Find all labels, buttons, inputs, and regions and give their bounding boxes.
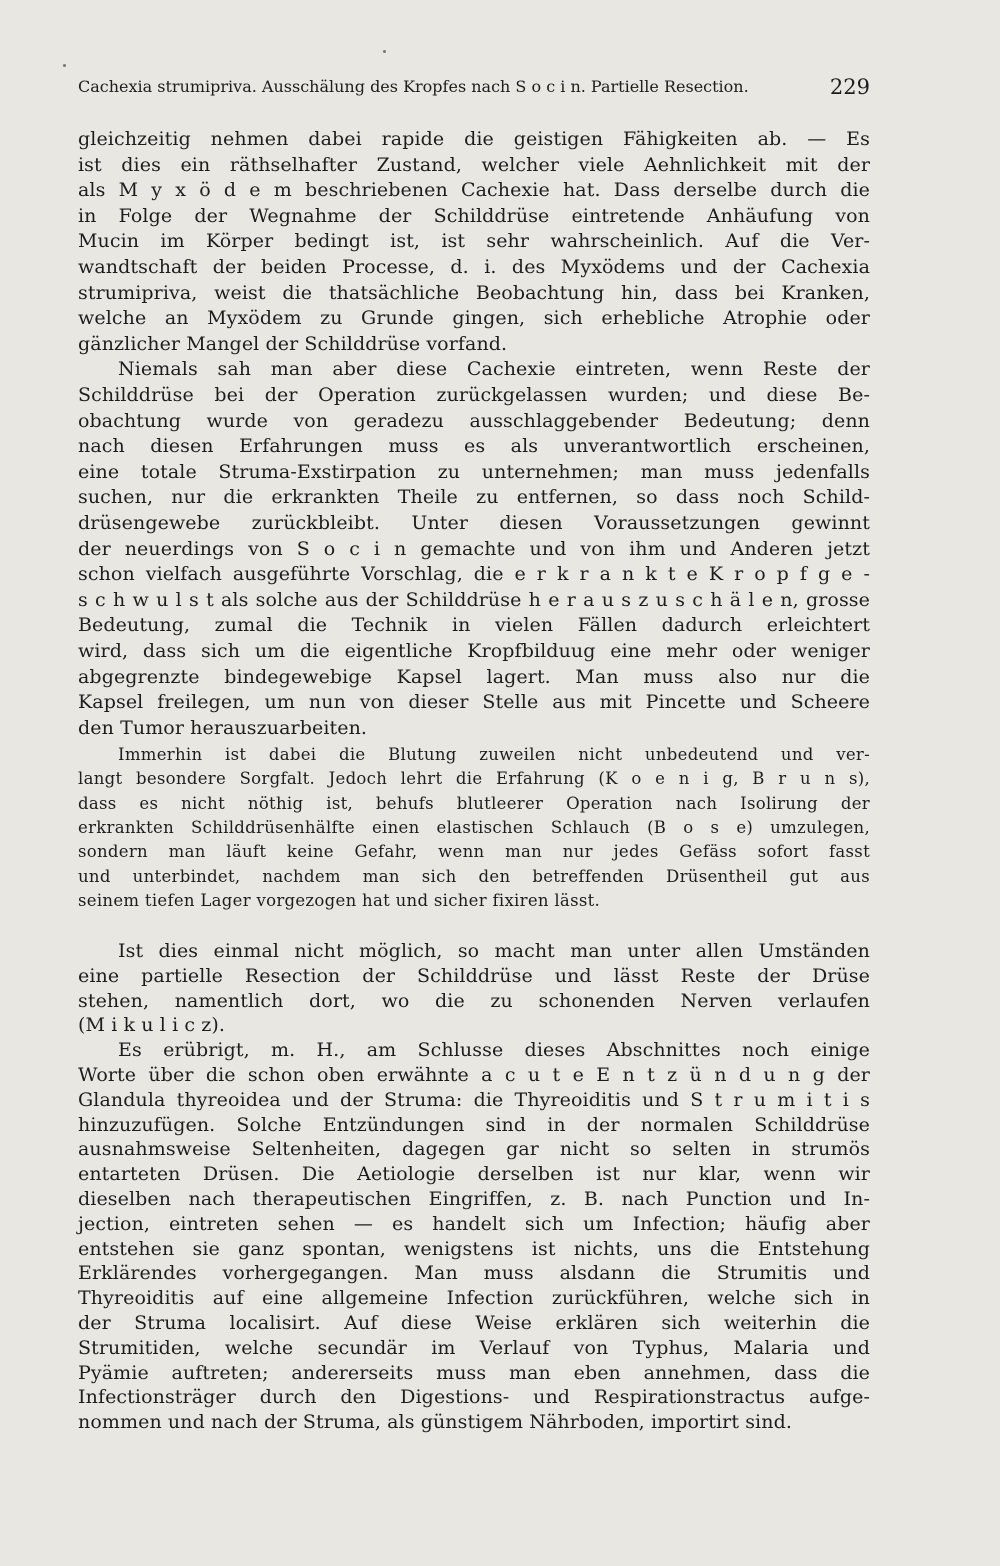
text-line: suchen, nur die erkrankten Theile zu entfernen, so dass noch Schild-	[78, 486, 870, 509]
text-line: ausnahmsweise Seltenheiten, dagegen gar nicht so selten in strumös	[78, 1138, 870, 1161]
text-line: strumipriva, weist die thatsächliche Beobachtung hin, dass bei Kranken,	[78, 281, 870, 304]
text-line: Immerhin ist dabei die Blutung zuweilen nicht unbedeutend und ver-	[118, 745, 870, 764]
text-line: nach diesen Erfahrungen muss es als unverantwortlich erscheinen,	[78, 435, 870, 458]
text-line: entarteten Drüsen. Die Aetiologie derselben ist nur klar, wenn wir	[78, 1163, 870, 1186]
text-line: Erklärendes vorhergegangen. Man muss alsdann die Strumitis und	[78, 1262, 870, 1285]
text-line: Glandula thyreoidea und der Struma: die Thyreoiditis und S t r u m i t i s	[78, 1088, 870, 1111]
text-line: schon vielfach ausgeführte Vorschlag, die e r k r a n k t e K r o p f g e -	[78, 563, 870, 586]
text-line: langt besondere Sorgfalt. Jedoch lehrt die Erfahrung (K o e n i g, B r u n s),	[78, 769, 870, 789]
text-line: Es erübrigt, m. H., am Schlusse dieses Abschnittes noch einige	[118, 1039, 870, 1062]
text-line: wird, dass sich um die eigentliche Kropfbilduug eine mehr oder weniger	[78, 640, 870, 662]
text-line: als M y x ö d e m beschriebenen Cachexie hat. Dass derselbe durch die	[78, 179, 870, 202]
text-line: s c h w u l s t als solche aus der Schilddrüse h e r a u s z u s c h ä l e n, grosse	[78, 588, 870, 611]
text-line: Worte über die schon oben erwähnte a c u t e E n t z ü n d u n g der	[78, 1064, 870, 1086]
text-line: sondern man läuft keine Gefahr, wenn man nur jedes Gefäss sofort fasst	[78, 842, 870, 862]
text-line: nommen und nach der Struma, als günstigem Nährboden, importirt sind.	[78, 1411, 792, 1434]
text-line: Schilddrüse bei der Operation zurückgelassen wurden; und diese Be-	[78, 384, 870, 406]
text-line: wandtschaft der beiden Processe, d. i. des Myxödems und der Cachexia	[78, 256, 870, 278]
text-line: seinem tiefen Lager vorgezogen hat und sicher fixiren lässt.	[78, 890, 601, 910]
text-line: gänzlicher Mangel der Schilddrüse vorfand.	[78, 332, 508, 355]
text-line: und unterbindet, nachdem man sich den betreffenden Drüsentheil gut aus	[78, 866, 870, 886]
text-line: dass es nicht nöthig ist, behufs blutleerer Operation nach Isolirung der	[78, 793, 870, 813]
text-line: Niemals sah man aber diese Cachexie eintreten, wenn Reste der	[118, 358, 870, 381]
text-line: drüsengewebe zurückbleibt. Unter diesen Voraussetzungen gewinnt	[78, 512, 870, 534]
text-line: Mucin im Körper bedingt ist, ist sehr wahrscheinlich. Auf die Ver-	[78, 230, 870, 253]
text-line: der neuerdings von S o c i n gemachte und von ihm und Anderen jetzt	[78, 537, 870, 560]
text-line: Strumitiden, welche secundär im Verlauf von Typhus, Malaria und	[78, 1336, 870, 1359]
text-line: erkrankten Schilddrüsenhälfte einen elastischen Schlauch (B o s e) umzulegen,	[78, 817, 870, 837]
text-line: Thyreoiditis auf eine allgemeine Infection zurückführen, welche sich in	[78, 1287, 870, 1310]
text-line: Infectionsträger durch den Digestions- und Respirationstractus aufge-	[78, 1386, 870, 1409]
text-line: in Folge der Wegnahme der Schilddrüse eintretende Anhäufung von	[78, 204, 870, 227]
text-line: hinzuzufügen. Solche Entzündungen sind in der normalen Schilddrüse	[78, 1113, 870, 1136]
text-line: ist dies ein räthselhafter Zustand, welcher viele Aehnlichkeit mit der	[78, 153, 870, 176]
text-line: gleichzeitig nehmen dabei rapide die geistigen Fähigkeiten ab. — Es	[78, 128, 870, 150]
text-line: Bedeutung, zumal die Technik in vielen Fällen dadurch erleichtert	[78, 614, 870, 637]
text-line: abgegrenzte bindegewebige Kapsel lagert. Man muss also nur die	[78, 665, 870, 688]
text-line: Kapsel freilegen, um nun von dieser Stelle aus mit Pincette und Scheere	[78, 691, 870, 714]
text-line: entstehen sie ganz spontan, wenigstens ist nichts, uns die Entstehung	[78, 1237, 870, 1260]
text-line: eine totale Struma-Exstirpation zu unternehmen; man muss jedenfalls	[78, 460, 870, 483]
text-line: welche an Myxödem zu Grunde gingen, sich erhebliche Atrophie oder	[78, 307, 870, 330]
running-title: Cachexia strumipriva. Ausschälung des Kropfes nach S o c i n. Partielle Resection.	[78, 77, 749, 96]
ink-speck	[63, 64, 66, 67]
text-line: jection, eintreten sehen — es handelt sich um Infection; häufig aber	[78, 1212, 870, 1235]
text-line: stehen, namentlich dort, wo die zu schonenden Nerven verlaufen	[78, 989, 870, 1012]
text-line: obachtung wurde von geradezu ausschlaggebender Bedeutung; denn	[78, 409, 870, 432]
text-line: der Struma localisirt. Auf diese Weise erklären sich weiterhin die	[78, 1312, 870, 1334]
text-line: den Tumor herauszuarbeiten.	[78, 716, 368, 739]
text-line: Ist dies einmal nicht möglich, so macht man unter allen Umständen	[118, 940, 870, 962]
text-line: eine partielle Resection der Schilddrüse und lässt Reste der Drüse	[78, 964, 870, 987]
page-number: 229	[829, 75, 870, 99]
ink-speck	[383, 50, 386, 53]
text-line: dieselben nach therapeutischen Eingriffen, z. B. nach Punction und In-	[78, 1188, 870, 1210]
text-line: Pyämie auftreten; andererseits muss man eben annehmen, dass die	[78, 1361, 870, 1384]
page-header	[78, 70, 870, 104]
text-line: (M i k u l i c z).	[78, 1014, 226, 1037]
